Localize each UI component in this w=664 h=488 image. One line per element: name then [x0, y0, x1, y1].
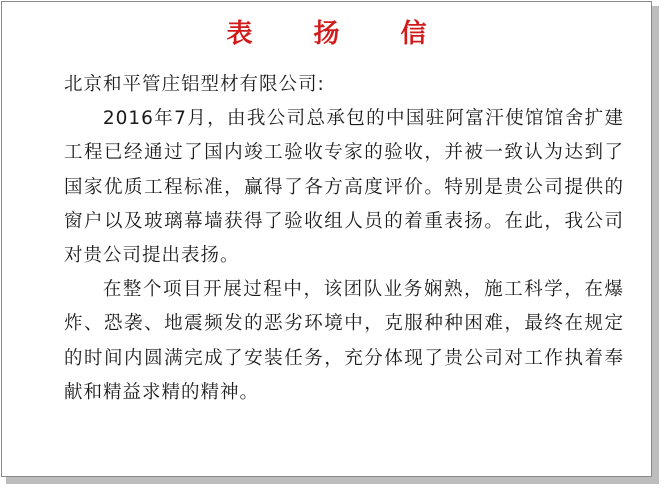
- paragraph-team-performance: 在整个项目开展过程中，该团队业务娴熟，施工科学，在爆炸、恐袭、地震频发的恶劣环境中，克服种种困难，最终在规定的时间内圆满完成了安装任务，充分体现了贵公司对工作执着奉献和精益求精的精神。: [64, 279, 624, 403]
- salutation: 北京和平管庄铝型材有限公司:: [64, 74, 325, 95]
- letter-title: 表 扬 信: [226, 19, 453, 49]
- letter-body: [64, 68, 624, 410]
- commendation-letter: [1, 1, 652, 477]
- paragraph-project-acceptance: 2016年7月，由我公司总承包的中国驻阿富汗使馆馆舍扩建工程已经通过了国内竣工验收专家的验收，并被一致认为达到了国家优质工程标准，赢得了各方高度评价。特别是贵公司提供的窗户以及玻璃幕墙获得了验收组人员的着重表扬。在此，我公司对贵公司提出表扬。: [64, 108, 624, 267]
